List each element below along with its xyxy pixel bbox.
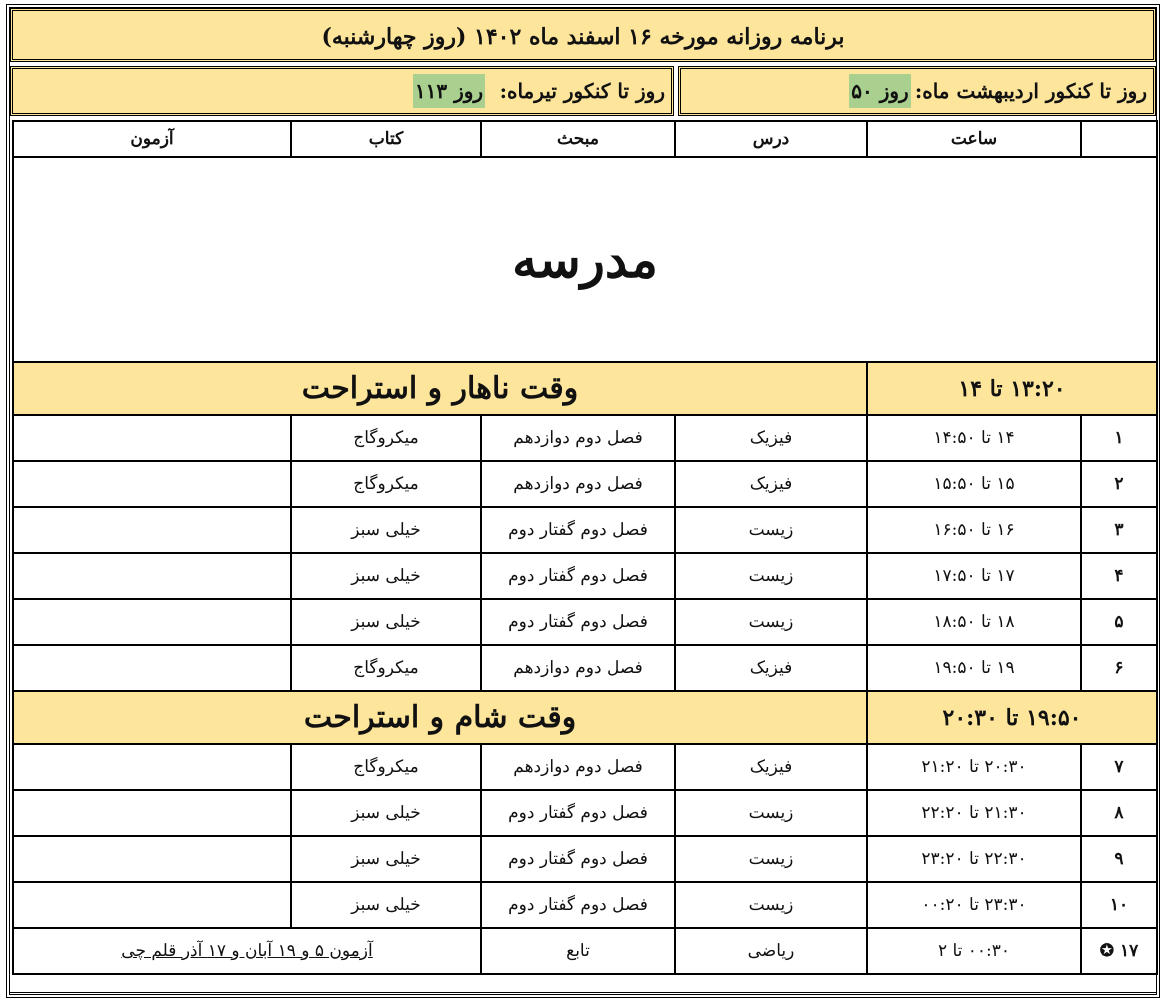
table-row [13,461,1157,507]
row-number: ۸ [1081,790,1157,836]
table-row [13,744,1157,790]
table-row [13,836,1157,882]
row-book: میکروگاج [291,645,481,691]
row-exam [13,461,291,507]
table-header [13,121,1157,157]
table-row-last [13,928,1157,974]
row-number: ۷ [1081,744,1157,790]
row-time: ۱۴ تا ۱۴:۵۰ [867,415,1081,461]
row-book: خیلی سبز [291,507,481,553]
row-lesson: فیزیک [675,744,867,790]
school-label: مدرسه [13,157,1157,362]
row-time: ۱۶ تا ۱۶:۵۰ [867,507,1081,553]
row-topic: فصل دوم گفتار دوم [481,882,675,928]
row-topic: فصل دوم دوازدهم [481,744,675,790]
row-time: ۲۱:۳۰ تا ۲۲:۲۰ [867,790,1081,836]
row-lesson: ریاضی [675,928,867,974]
row-time: ۲۰:۳۰ تا ۲۱:۲۰ [867,744,1081,790]
row-lesson: فیزیک [675,461,867,507]
table-row [13,415,1157,461]
page-title: برنامه روزانه مورخه ۱۶ اسفند ماه ۱۴۰۲ (روز چهارشنبه) [321,24,845,50]
row-time: ۱۸ تا ۱۸:۵۰ [867,599,1081,645]
row-number: ۱۷ ✪ [1081,928,1157,974]
row-time: ۲۲:۳۰ تا ۲۳:۲۰ [867,836,1081,882]
header-topic: مبحث [481,121,675,157]
row-exam [13,415,291,461]
row-topic: فصل دوم گفتار دوم [481,836,675,882]
table-row [13,553,1157,599]
countdown-tir-label: روز تا کنکور تیرماه: [499,79,665,103]
row-time: ۰۰:۳۰ تا ۲ [867,928,1081,974]
row-number: ۲ [1081,461,1157,507]
row-time: ۲۳:۳۰ تا ۰۰:۲۰ [867,882,1081,928]
table-row [13,599,1157,645]
header-book: کتاب [291,121,481,157]
countdown-tir-days: ۱۱۳ روز [413,74,485,108]
countdown-tir [10,66,674,116]
countdown-ordibehesht [678,66,1156,116]
dinner-break-time: ۱۹:۵۰ تا ۲۰:۳۰ [867,691,1157,744]
dinner-break-row [13,691,1157,744]
row-time: ۱۹ تا ۱۹:۵۰ [867,645,1081,691]
row-exam [13,645,291,691]
row-number: ۶ [1081,645,1157,691]
lunch-break-time: ۱۳:۲۰ تا ۱۴ [867,362,1157,415]
row-number: ۳ [1081,507,1157,553]
row-topic: فصل دوم گفتار دوم [481,599,675,645]
row-book: خیلی سبز [291,553,481,599]
table-row [13,645,1157,691]
row-exam [13,928,481,974]
row-lesson: فیزیک [675,645,867,691]
row-lesson: زیست [675,790,867,836]
row-book: خیلی سبز [291,599,481,645]
row-lesson: فیزیک [675,415,867,461]
row-time: ۱۵ تا ۱۵:۵۰ [867,461,1081,507]
title-bar [10,8,1156,62]
row-book: میکروگاج [291,415,481,461]
row-book: خیلی سبز [291,836,481,882]
row-exam [13,744,291,790]
row-exam [13,507,291,553]
row-lesson: زیست [675,599,867,645]
row-topic: فصل دوم گفتار دوم [481,507,675,553]
row-time: ۱۷ تا ۱۷:۵۰ [867,553,1081,599]
row-lesson: زیست [675,507,867,553]
school-row [13,157,1157,362]
row-exam [13,836,291,882]
header-exam: آزمون [13,121,291,157]
schedule-table [12,120,1158,975]
row-topic: فصل دوم گفتار دوم [481,790,675,836]
row-book: خیلی سبز [291,790,481,836]
exam-note: آزمون ۵ و ۱۹ آبان و ۱۷ آذر قلم چی [121,941,373,961]
row-exam [13,553,291,599]
row-book: خیلی سبز [291,882,481,928]
lunch-break-row [13,362,1157,415]
header-lesson: درس [675,121,867,157]
row-topic: فصل دوم گفتار دوم [481,553,675,599]
lunch-break-label: وقت ناهار و استراحت [13,362,867,415]
row-number: ۵ [1081,599,1157,645]
countdown-ordibehesht-label: روز تا کنکور اردیبهشت ماه: [914,79,1147,103]
row-topic: فصل دوم دوازدهم [481,645,675,691]
row-exam [13,790,291,836]
row-number: ۴ [1081,553,1157,599]
row-topic: فصل دوم دوازدهم [481,415,675,461]
dinner-break-label: وقت شام و استراحت [13,691,867,744]
row-exam [13,599,291,645]
countdown-ordibehesht-days: ۵۰ روز [849,74,911,108]
row-number: ۱۰ [1081,882,1157,928]
row-number: ۱ [1081,415,1157,461]
row-lesson: زیست [675,882,867,928]
table-row [13,507,1157,553]
row-lesson: زیست [675,553,867,599]
row-lesson: زیست [675,836,867,882]
row-number: ۹ [1081,836,1157,882]
table-row [13,882,1157,928]
table-row [13,790,1157,836]
row-exam [13,882,291,928]
row-topic: فصل دوم دوازدهم [481,461,675,507]
row-book: میکروگاج [291,461,481,507]
header-time: ساعت [867,121,1081,157]
header-index [1081,121,1157,157]
row-book: میکروگاج [291,744,481,790]
row-topic: تابع [481,928,675,974]
